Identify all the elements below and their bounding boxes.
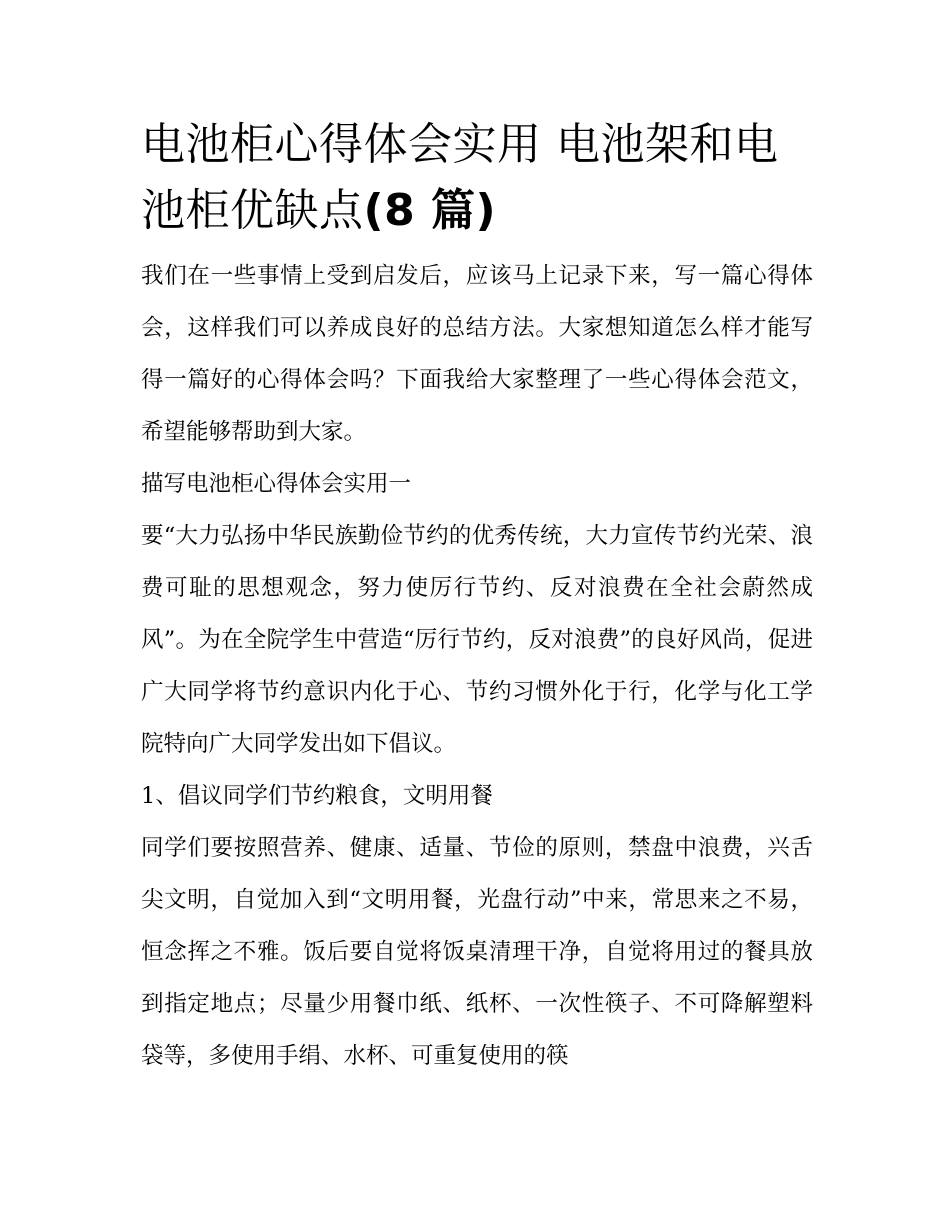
body-paragraph: 要“大力弘扬中华民族勤俭节约的优秀传统，大力宣传节约光荣、浪费可耻的思想观念，努力使厉行节约、反对浪费在全社会蔚然成风”。为在全院学生中营造“厉行节约，反对浪费”的良好风尚，促进广大同学将节约意识内化于心、节约习惯外化于行，化学与化工学院特向广大同学发出如下倡议。 (141, 523, 813, 757)
title-suffix: (8 篇) (363, 185, 497, 236)
title-main: 电池柜心得体会实用 电池架和电池柜优缺点 (141, 119, 779, 236)
intro-paragraph: 我们在一些事情上受到启发后，应该马上记录下来，写一篇心得体会，这样我们可以养成良好的总结方法。大家想知道怎么样才能写得一篇好的心得体会吗？下面我给大家整理了一些心得体会范文，希望能够帮助到大家。 (141, 263, 813, 445)
body-paragraph: 同学们要按照营养、健康、适量、节俭的原则，禁盘中浪费，兴舌尖文明，自觉加入到“文明用餐，光盘行动”中来，常思来之不易，恒念挥之不雅。饭后要自觉将饭桌清理干净，自觉将用过的餐具放到指定地点；尽量少用餐巾纸、纸杯、一次性筷子、不可降解塑料袋等，多使用手绢、水杯、可重复使用的筷 (141, 835, 813, 1069)
document-page (141, 112, 813, 1082)
document-title (141, 112, 813, 244)
list-item-heading: 1、倡议同学们节约粮食，文明用餐 (141, 783, 493, 809)
section-heading: 描写电池柜心得体会实用一 (141, 471, 412, 497)
